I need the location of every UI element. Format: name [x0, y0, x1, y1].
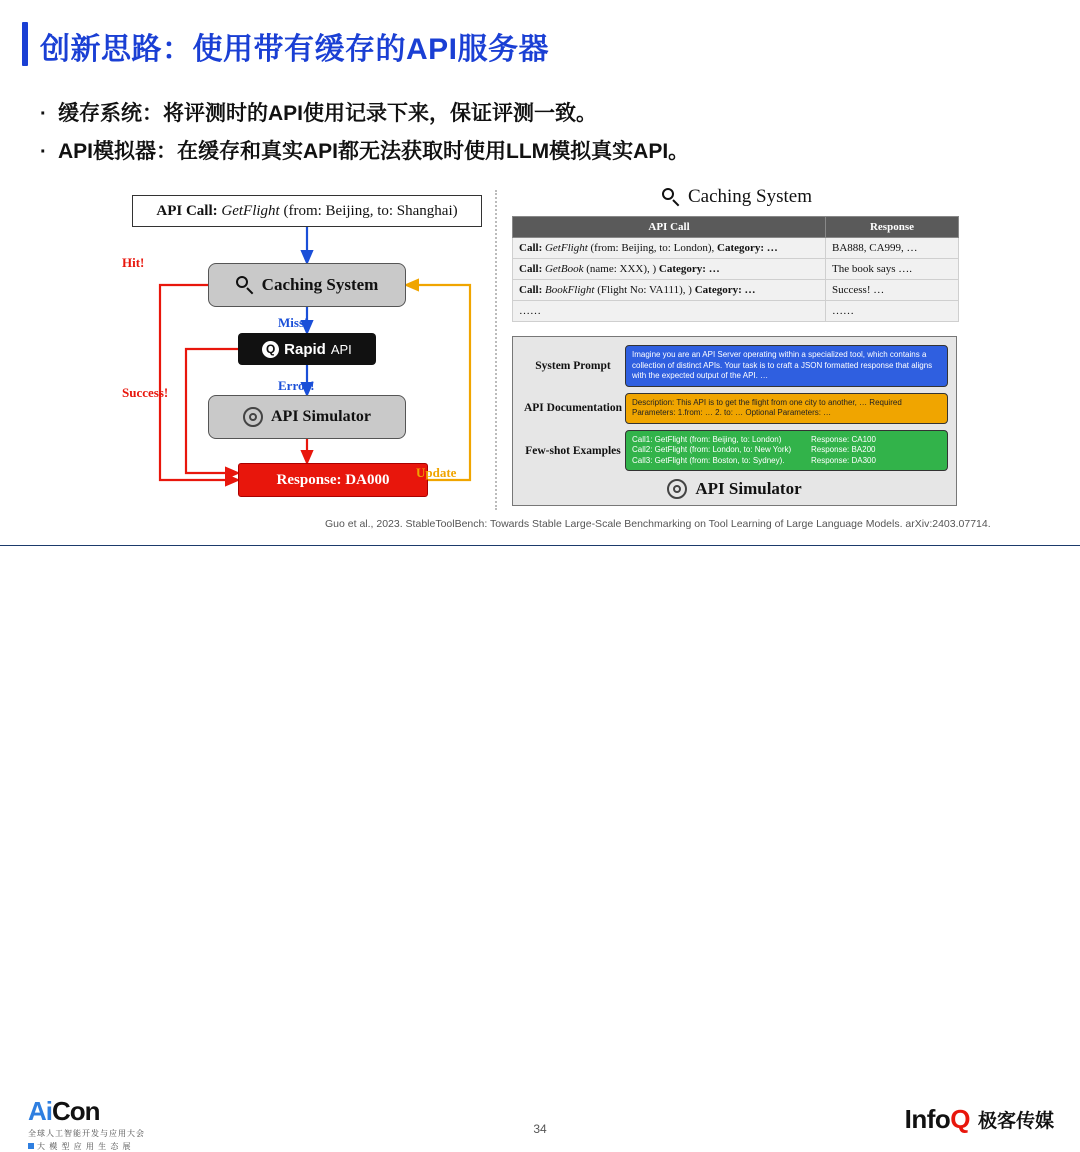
example-call: Call2: GetFlight (from: London, to: New York) [632, 445, 792, 455]
example-line [632, 445, 941, 456]
simulator-footer-label: API Simulator [695, 479, 802, 499]
bullet-list [40, 100, 1040, 176]
table-header-row [513, 217, 959, 238]
search-icon [662, 188, 680, 206]
cell-response: The book says …. [826, 259, 959, 280]
openai-icon [667, 479, 687, 499]
aicon-letter-con: Con [52, 1096, 100, 1126]
cache-panel-title [512, 186, 962, 208]
simulator-row-content: Imagine you are an API Server operating within a specialized tool, which contains a collection of distinct APIs. Your task is to craft a JSON formatted response that aligns with the expected output of the API. … [625, 345, 948, 387]
caching-system-label: Caching System [261, 275, 379, 294]
simulator-row-content: Description: This API is to get the flight from one city to another, … Required Parameters: 1.from: … 2. to: … Optional Parameters: … [625, 393, 948, 424]
simulator-row-system-prompt [521, 345, 948, 387]
bullet-text: API模拟器：在缓存和真实API都无法获取时使用LLM模拟真实API。 [58, 140, 690, 163]
aicon-subtitle-2-text: 大 模 型 应 用 生 态 展 [37, 1142, 132, 1151]
aicon-subtitle-1: 全球人工智能开发与应用大会 [28, 1129, 145, 1138]
rapidapi-label-1: Rapid [284, 340, 326, 358]
title-accent-bar [22, 22, 28, 66]
example-response: Response: CA100 [811, 434, 876, 444]
column-header-api-call: API Call [513, 217, 826, 238]
table-row [513, 301, 959, 322]
cache-table [512, 216, 959, 322]
example-line [632, 456, 941, 467]
edge-label-error: Error! [278, 378, 315, 393]
cell-api-call: Call: BookFlight (Flight No: VA111), ) Category: … [513, 280, 826, 301]
cell-api-call: Call: GetBook (name: XXX), ) Category: … [513, 259, 826, 280]
simulator-panel [512, 336, 957, 506]
simulator-row-label: Few-shot Examples [525, 444, 621, 457]
aicon-letter-a: A [28, 1096, 46, 1126]
flow-diagram [120, 195, 490, 505]
response-node [238, 463, 428, 497]
cell-call-args: (from: Beijing, to: London), [590, 242, 715, 254]
column-header-response: Response [826, 217, 959, 238]
simulator-row-label: System Prompt [535, 359, 611, 372]
bullet-dot-icon: · [40, 103, 47, 125]
edge-label-update: Update [416, 465, 457, 480]
api-call-args: (from: Beijing, to: Shanghai) [283, 202, 458, 219]
cell-response: BA888, CA999, … [826, 238, 959, 259]
simulator-row-api-documentation [521, 393, 948, 424]
rapidapi-label-2: API [330, 341, 352, 357]
list-item [40, 138, 1040, 166]
cell-call-method: GetBook [544, 263, 584, 275]
infoq-chinese-name: 极客传媒 [977, 1111, 1054, 1132]
example-response: Response: BA200 [811, 445, 876, 455]
simulator-row-label: API Documentation [523, 402, 623, 415]
example-call: Call3: GetFlight (from: Boston, to: Sydney). [632, 455, 785, 465]
response-label: Response: DA000 [276, 471, 390, 488]
openai-icon [243, 407, 263, 427]
infoq-info: Info [904, 1104, 951, 1134]
cell-call-prefix: Call [519, 284, 539, 296]
table-row [513, 238, 959, 259]
cell-call-prefix: Call [519, 263, 539, 275]
aicon-subtitle-2 [28, 1141, 145, 1152]
cell-call-category: Category: … [717, 242, 778, 254]
right-panel [512, 186, 962, 506]
cell-call-prefix: Call [519, 242, 539, 254]
example-call: Call1: GetFlight (from: Beijing, to: London) [632, 434, 782, 444]
rapidapi-logo-icon: Q [262, 341, 279, 358]
api-simulator-label: API Simulator [271, 408, 371, 425]
api-call-method: GetFlight [221, 202, 280, 219]
example-response: Response: DA300 [811, 455, 876, 465]
simulator-panel-footer [521, 479, 948, 499]
cell-call-args: (Flight No: VA111), ) [597, 284, 692, 296]
cell-call-args: (name: XXX), ) [586, 263, 657, 275]
cell-call-category: Category: … [694, 284, 756, 296]
section-divider [495, 190, 497, 510]
search-icon [236, 276, 254, 294]
cell-api-call: …… [513, 301, 826, 322]
cache-panel-title-text: Caching System [687, 186, 813, 207]
table-row [513, 259, 959, 280]
cell-response: Success! … [826, 280, 959, 301]
edge-label-hit: Hit! [122, 255, 145, 270]
bullet-dot-icon: · [40, 141, 47, 163]
example-line [632, 435, 941, 446]
cell-call-method: GetFlight [544, 242, 588, 254]
infoq-wordmark [905, 1104, 970, 1135]
square-bullet-icon [28, 1143, 34, 1149]
api-call-label: API Call: [156, 202, 218, 219]
list-item [40, 100, 1040, 128]
edge-label-miss: Miss! [278, 315, 309, 330]
cell-call-category: Category: … [658, 263, 720, 275]
page-number: 34 [533, 1122, 547, 1136]
aicon-letter-i: i [45, 1096, 53, 1126]
citation-text: Guo et al., 2023. StableToolBench: Towards Stable Large-Scale Benchmarking on Tool Learning of Large Language Models. arXiv:2403.07714. [325, 518, 991, 530]
edge-label-success: Success! [122, 385, 169, 400]
api-simulator-node[interactable] [208, 395, 406, 439]
infoq-logo [905, 1104, 1054, 1135]
caching-system-node[interactable] [208, 263, 406, 307]
page-title: 创新思路：使用带有缓存的API服务器 [40, 33, 550, 66]
bullet-text: 缓存系统：将评测时的API使用记录下来，保证评测一致。 [58, 102, 598, 125]
infoq-q: Q [950, 1104, 970, 1134]
footer [0, 546, 1080, 1151]
api-call-box [132, 195, 482, 227]
simulator-row-few-shot-examples [521, 430, 948, 472]
simulator-row-content [625, 430, 948, 472]
cell-api-call: Call: GetFlight (from: Beijing, to: London), Category: … [513, 238, 826, 259]
cell-response: …… [826, 301, 959, 322]
cell-call-method: BookFlight [544, 284, 595, 296]
rapid-api-node[interactable] [238, 333, 376, 365]
table-row [513, 280, 959, 301]
